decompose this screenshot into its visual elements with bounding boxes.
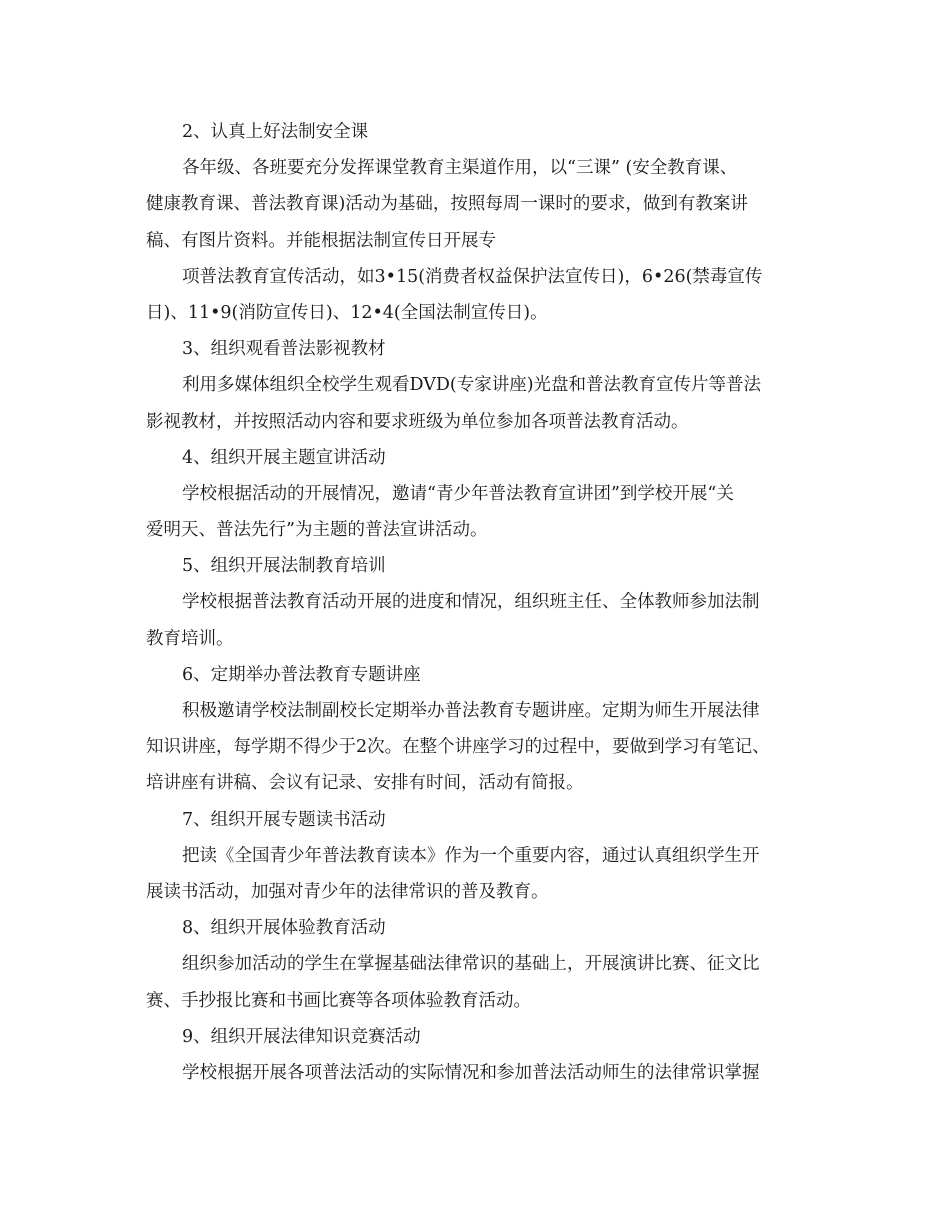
section-heading: 7、组织开展专题读书活动 — [182, 809, 386, 830]
section-heading: 8、组织开展体验教育活动 — [182, 918, 386, 939]
document-body — [146, 114, 808, 1091]
paragraph-line: 各年级、各班要充分发挥课堂教育主渠道作用，以“三课” (安全教育课、 — [182, 158, 738, 179]
paragraph-line: 健康教育课、普法教育课)活动为基础，按照每周一课时的要求，做到有教案讲 — [146, 194, 748, 215]
paragraph-line: 教育培训。 — [146, 628, 234, 649]
paragraph-line: 组织参加活动的学生在掌握基础法律常识的基础上，开展演讲比赛、征文比 — [182, 954, 760, 975]
paragraph-line: 把读《全国青少年普法教育读本》作为一个重要内容，通过认真组织学生开 — [182, 845, 760, 866]
section-heading: 6、定期举办普法教育专题讲座 — [182, 664, 421, 685]
paragraph-line: 影视教材，并按照活动内容和要求班级为单位参加各项普法教育活动。 — [146, 411, 689, 432]
paragraph-line: 学校根据活动的开展情况，邀请“青少年普法教育宣讲团”到学校开展“关 — [182, 483, 734, 504]
paragraph-line: 培讲座有讲稿、会议有记录、安排有时间，活动有简报。 — [146, 773, 584, 794]
paragraph-line: 稿、有图片资料。并能根据法制宣传日开展专 — [146, 230, 496, 251]
section-heading: 3、组织观看普法影视教材 — [182, 339, 386, 360]
section-heading: 9、组织开展法律知识竞赛活动 — [182, 1026, 421, 1047]
paragraph-line: 学校根据普法教育活动开展的进度和情况，组织班主任、全体教师参加法制 — [182, 592, 760, 613]
paragraph-line: 展读书活动，加强对青少年的法律常识的普及教育。 — [146, 881, 549, 902]
paragraph-line: 知识讲座，每学期不得少于2次。在整个讲座学习的过程中，要做到学习有笔记、 — [146, 737, 770, 758]
paragraph-line: 项普法教育宣传活动，如3•15(消费者权益保护法宣传日)，6•26(禁毒宣传 — [182, 266, 763, 287]
paragraph-line: 积极邀请学校法制副校长定期举办普法教育专题讲座。定期为师生开展法律 — [182, 701, 760, 721]
paragraph-line: 爱明天、普法先行”为主题的普法宣讲活动。 — [146, 520, 488, 541]
section-heading: 5、组织开展法制教育培训 — [182, 556, 386, 577]
paragraph-line: 学校根据开展各项普法活动的实际情况和参加普法活动师生的法律常识掌握 — [182, 1062, 760, 1083]
paragraph-line: 赛、手抄报比赛和书画比赛等各项体验教育活动。 — [146, 990, 531, 1011]
paragraph-line: 利用多媒体组织全校学生观看DVD(专家讲座)光盘和普法教育宣传片等普法 — [182, 375, 762, 396]
section-heading: 2、认真上好法制安全课 — [182, 122, 369, 142]
paragraph-line: 日)、11•9(消防宣传日)、12•4(全国法制宣传日)。 — [146, 302, 548, 323]
section-heading: 4、组织开展主题宣讲活动 — [182, 447, 386, 468]
